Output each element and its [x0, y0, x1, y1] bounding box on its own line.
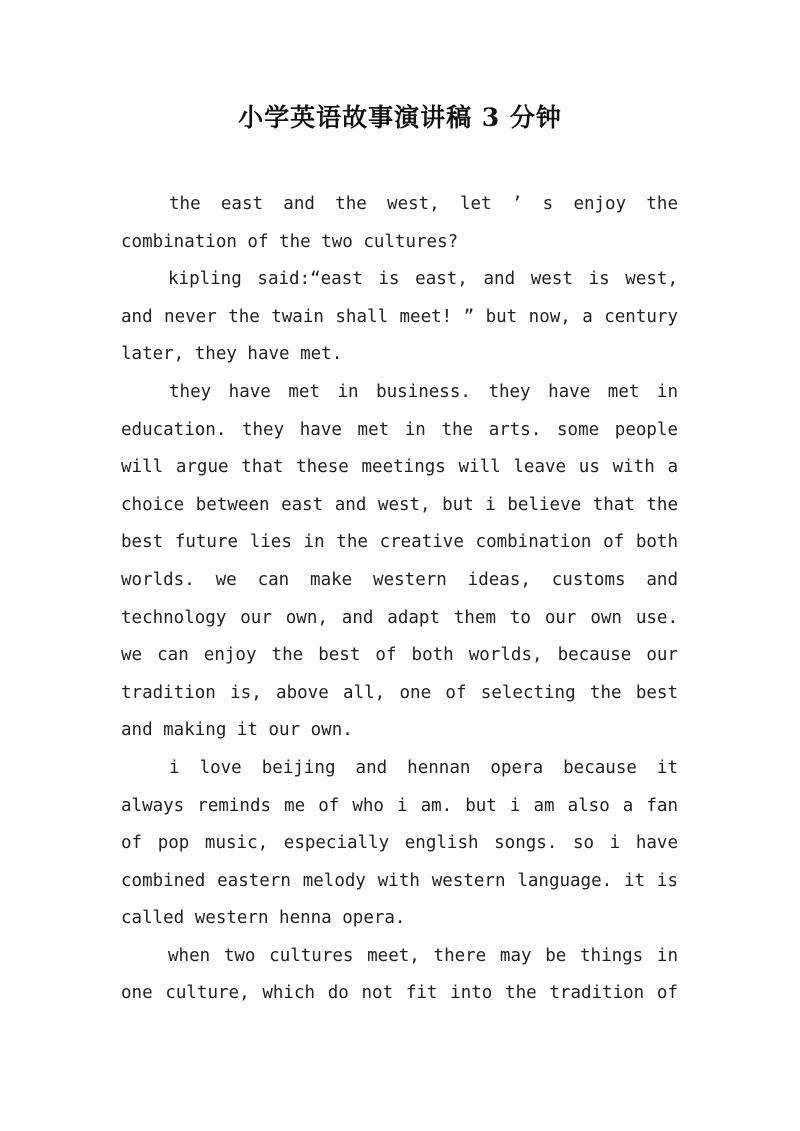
- paragraph-5: when two cultures meet, there may be things in one culture, which do not fit into the tradition of: [121, 945, 678, 1004]
- paragraph-1: the east and the west, let ’ s enjoy the combination of the two cultures?: [121, 194, 678, 252]
- document-body: [121, 186, 678, 1013]
- paragraph-2: kipling said:“east is east, and west is west, and never the twain shall meet! ” but now, a century later, they have met.: [121, 269, 678, 365]
- document-title: 小学英语故事演讲稿 3 分钟: [238, 103, 562, 132]
- paragraph-3: they have met in business. they have met in education. they have met in the arts. some people will argue that these meetings will leave us with a choice between east and west, but i believe that the best future lies in the creative combination of both worlds. we can make western ideas, customs and technology our own, and adapt them to our own use. we can enjoy the best of both worlds, because our tradition is, above all, one of selecting the best and making it our own.: [121, 381, 678, 741]
- paragraph-4: i love beijing and hennan opera because it always reminds me of who i am. but i am also a fan of pop music, especially english songs. so i have combined eastern melody with western language. it is called western henna opera.: [121, 757, 678, 929]
